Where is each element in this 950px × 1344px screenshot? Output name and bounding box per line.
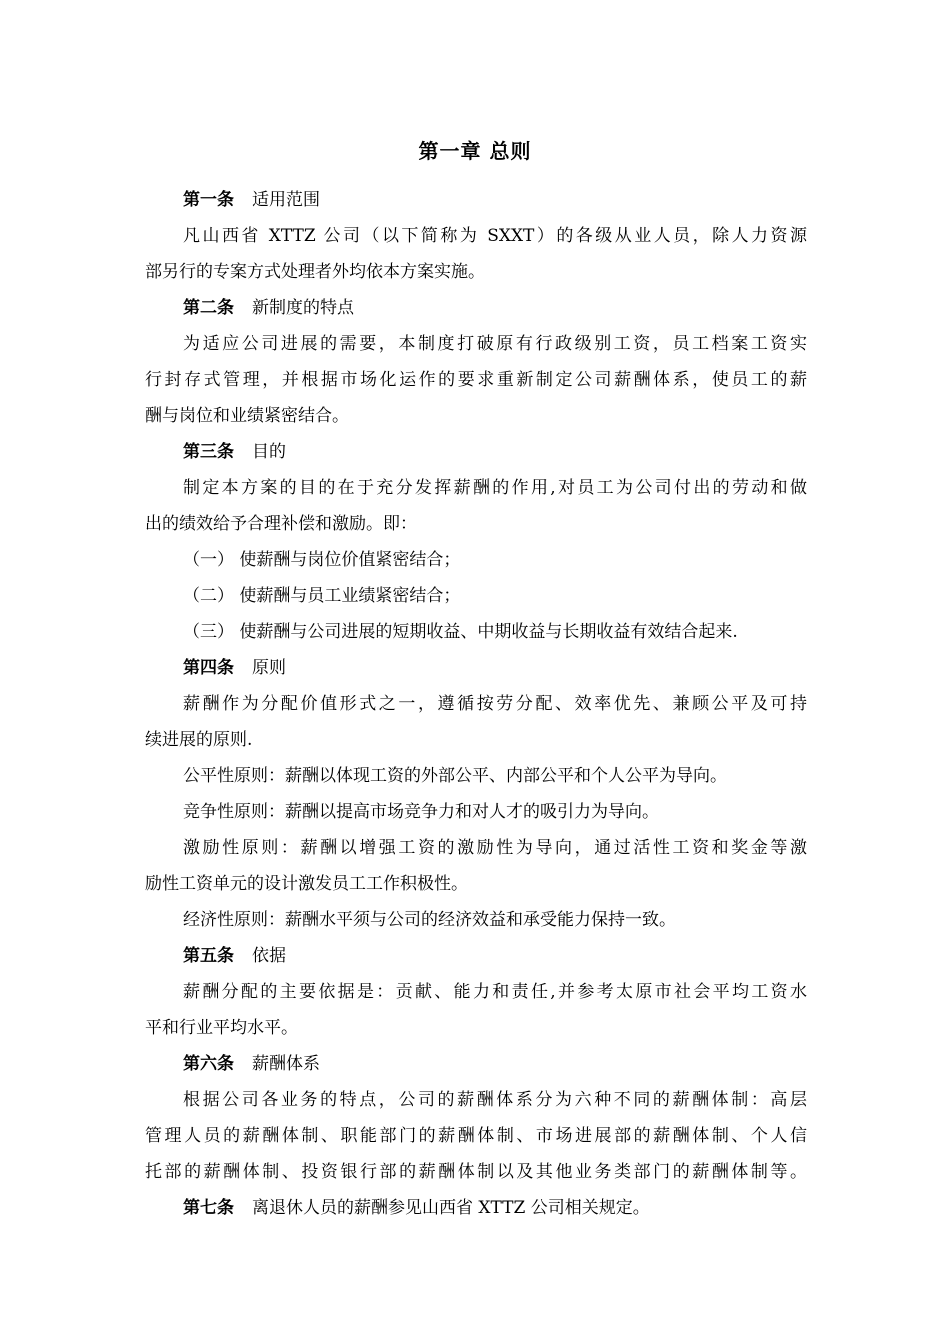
paragraph-line: 励性工资单元的设计激发员工工作积极性。 <box>145 874 468 894</box>
document-body <box>145 182 807 1226</box>
article-title: 依据 <box>252 946 286 966</box>
article-heading <box>145 182 807 218</box>
paragraph-line: 续进展的原则. <box>145 730 253 750</box>
list-item: （一） 使薪酬与岗位价值紧密结合； <box>183 550 461 570</box>
principle-line: 公平性原则：薪酬以体现工资的外部公平、内部公平和个人公平为导向。 <box>183 766 727 786</box>
article-label: 第六条 <box>183 1054 234 1074</box>
paragraph-line: 出的绩效给予合理补偿和激励。即： <box>145 514 417 534</box>
article-label: 第一条 <box>183 190 234 210</box>
principle-line: 经济性原则：薪酬水平须与公司的经济效益和承受能力保持一致。 <box>183 910 676 930</box>
article-title: 新制度的特点 <box>252 298 354 318</box>
paragraph-line: 为适应公司进展的需要，本制度打破原有行政级别工资，员工档案工资实 <box>183 334 807 354</box>
article-heading <box>145 1046 807 1082</box>
article-label: 第四条 <box>183 658 234 678</box>
paragraph-line: 凡山西省 XTTZ 公司（以下简称为 SXXT）的各级从业人员，除人力资源 <box>183 226 807 246</box>
paragraph-line: 根据公司各业务的特点，公司的薪酬体系分为六种不同的薪酬体制：高层 <box>183 1090 807 1110</box>
article-label: 第二条 <box>183 298 234 318</box>
article-title: 适用范围 <box>252 190 320 210</box>
article-title: 离退休人员的薪酬参见山西省 XTTZ 公司相关规定。 <box>252 1198 650 1218</box>
article-title: 原则 <box>252 658 286 678</box>
paragraph-line: 托部的薪酬体制、投资银行部的薪酬体制以及其他业务类部门的薪酬体制等。 <box>145 1162 807 1182</box>
paragraph-line: 部另行的专案方式处理者外均依本方案实施。 <box>145 262 485 282</box>
chapter-title: 第一章 总则 <box>418 139 532 163</box>
article-label: 第五条 <box>183 946 234 966</box>
article-heading <box>145 434 807 470</box>
paragraph-line: 平和行业平均水平。 <box>145 1018 298 1038</box>
article-title: 薪酬体系 <box>252 1054 320 1074</box>
paragraph-line: 薪酬作为分配价值形式之一，遵循按劳分配、效率优先、兼顾公平及可持 <box>183 694 807 714</box>
list-item: （二） 使薪酬与员工业绩紧密结合； <box>183 586 461 606</box>
article-label: 第三条 <box>183 442 234 462</box>
article-heading <box>145 650 807 686</box>
article-heading <box>145 938 807 974</box>
list-item: （三） 使薪酬与公司进展的短期收益、中期收益与长期收益有效结合起来. <box>183 622 738 642</box>
article-title: 目的 <box>252 442 286 462</box>
article-label: 第七条 <box>183 1198 234 1218</box>
paragraph-line: 薪酬分配的主要依据是：贡献、能力和责任,并参考太原市社会平均工资水 <box>183 982 807 1002</box>
principle-line: 竞争性原则：薪酬以提高市场竞争力和对人才的吸引力为导向。 <box>183 802 659 822</box>
paragraph-line: 行封存式管理，并根据市场化运作的要求重新制定公司薪酬体系，使员工的薪 <box>145 370 807 390</box>
paragraph-line: 制定本方案的目的在于充分发挥薪酬的作用,对员工为公司付出的劳动和做 <box>183 478 807 498</box>
paragraph-line: 酬与岗位和业绩紧密结合。 <box>145 406 349 426</box>
article-heading <box>145 1190 807 1226</box>
principle-line: 激励性原则：薪酬以增强工资的激励性为导向，通过活性工资和奖金等激 <box>183 838 807 858</box>
article-heading <box>145 290 807 326</box>
paragraph-line: 管理人员的薪酬体制、职能部门的薪酬体制、市场进展部的薪酬体制、个人信 <box>145 1126 807 1146</box>
